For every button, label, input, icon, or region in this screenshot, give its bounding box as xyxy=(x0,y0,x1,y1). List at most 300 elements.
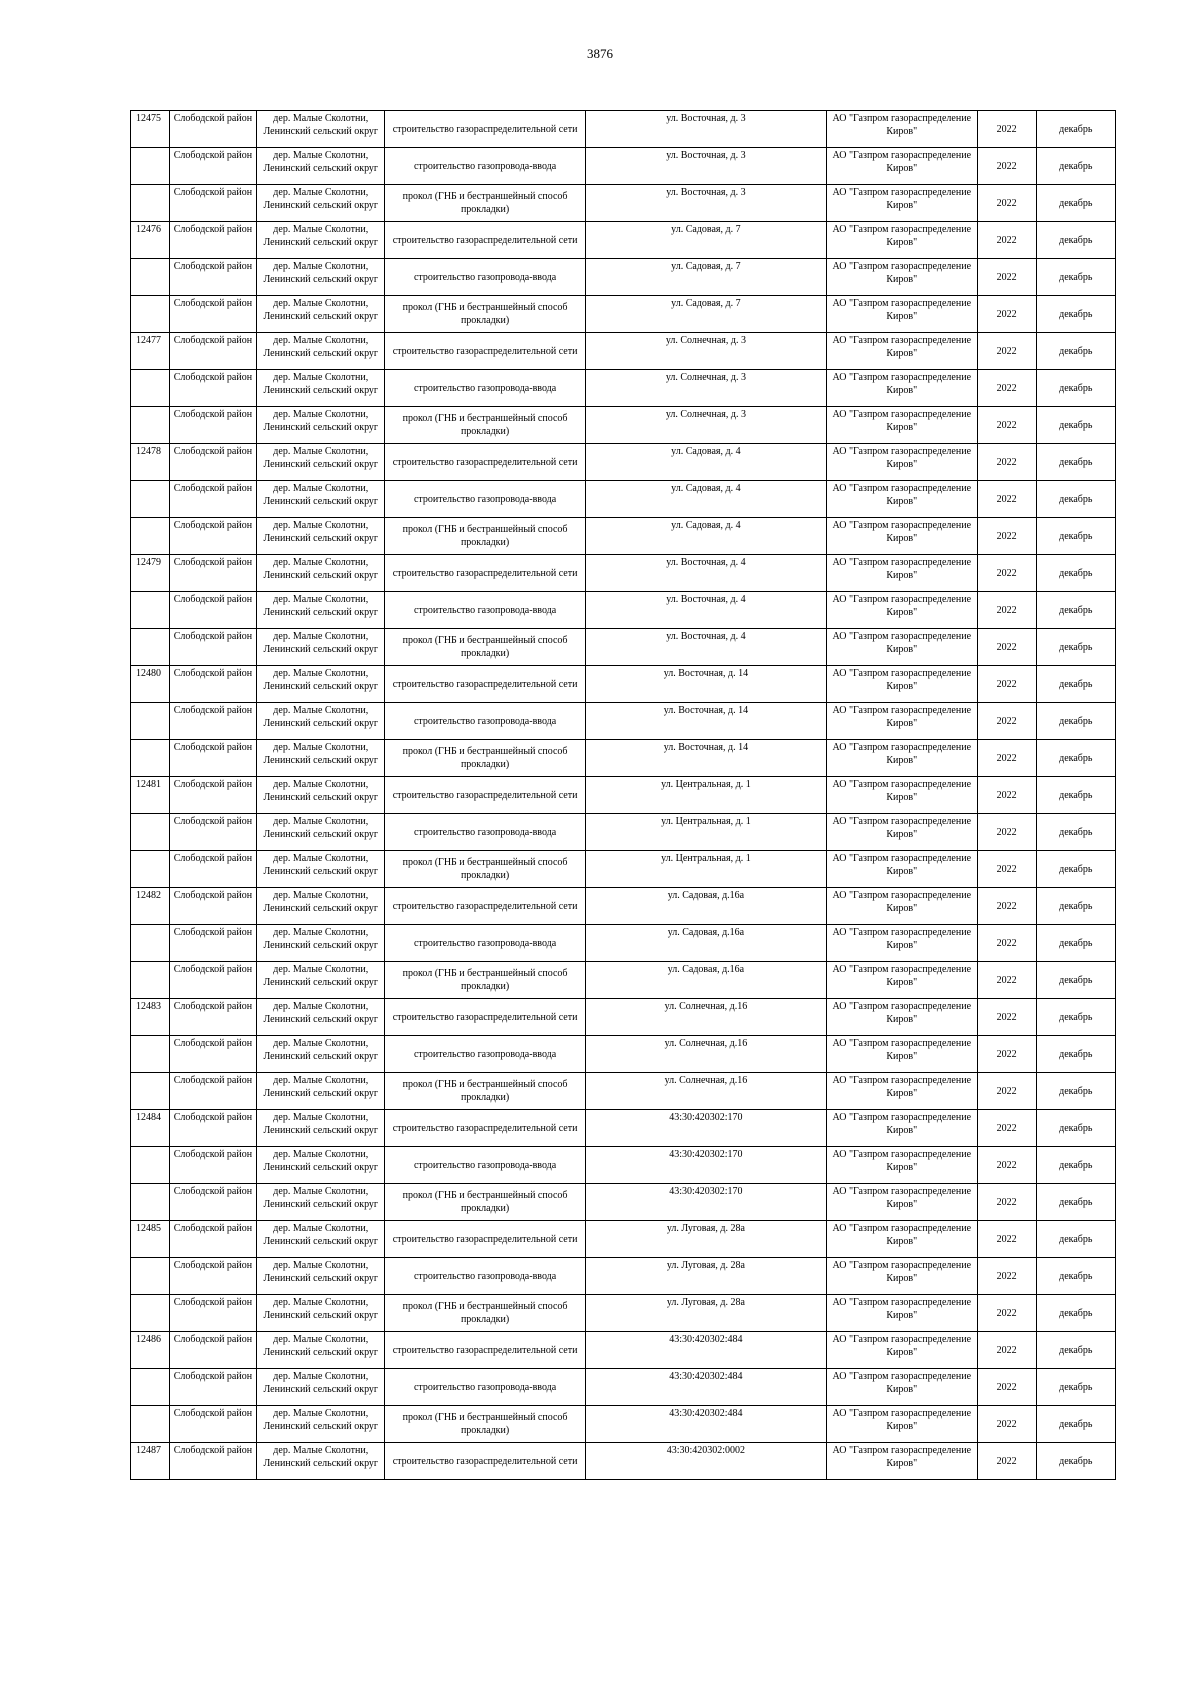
month-cell: декабрь xyxy=(1036,370,1115,407)
address-cell: ул. Центральная, д. 1 xyxy=(585,851,826,888)
district-cell: Слободской район xyxy=(169,703,257,740)
organization-cell: АО "Газпром газораспределение Киров" xyxy=(826,185,977,222)
district-cell: Слободской район xyxy=(169,629,257,666)
district-cell: Слободской район xyxy=(169,740,257,777)
address-cell: ул. Луговая, д. 28а xyxy=(585,1295,826,1332)
work-type-cell: строительство газопровода-ввода xyxy=(385,703,585,740)
month-cell: декабрь xyxy=(1036,666,1115,703)
district-cell: Слободской район xyxy=(169,1147,257,1184)
district-cell: Слободской район xyxy=(169,1221,257,1258)
locality-cell: дер. Малые Сколотни, Ленинский сельский округ xyxy=(257,740,385,777)
locality-cell: дер. Малые Сколотни, Ленинский сельский округ xyxy=(257,1221,385,1258)
district-cell: Слободской район xyxy=(169,481,257,518)
month-cell: декабрь xyxy=(1036,1036,1115,1073)
table-row xyxy=(131,1073,1116,1110)
district-cell: Слободской район xyxy=(169,148,257,185)
year-cell: 2022 xyxy=(977,666,1036,703)
locality-cell: дер. Малые Сколотни, Ленинский сельский округ xyxy=(257,1369,385,1406)
month-cell: декабрь xyxy=(1036,1073,1115,1110)
locality-cell: дер. Малые Сколотни, Ленинский сельский округ xyxy=(257,259,385,296)
year-cell: 2022 xyxy=(977,703,1036,740)
work-type-cell: строительство газопровода-ввода xyxy=(385,1147,585,1184)
district-cell: Слободской район xyxy=(169,777,257,814)
work-type-cell: прокол (ГНБ и бестраншейный способ прокладки) xyxy=(385,962,585,999)
address-cell: ул. Солнечная, д.16 xyxy=(585,999,826,1036)
row-number xyxy=(131,148,170,185)
locality-cell: дер. Малые Сколотни, Ленинский сельский округ xyxy=(257,1443,385,1480)
address-cell: ул. Восточная, д. 14 xyxy=(585,703,826,740)
year-cell: 2022 xyxy=(977,629,1036,666)
month-cell: декабрь xyxy=(1036,259,1115,296)
district-cell: Слободской район xyxy=(169,851,257,888)
locality-cell: дер. Малые Сколотни, Ленинский сельский округ xyxy=(257,962,385,999)
district-cell: Слободской район xyxy=(169,1036,257,1073)
year-cell: 2022 xyxy=(977,481,1036,518)
work-type-cell: прокол (ГНБ и бестраншейный способ прокладки) xyxy=(385,1184,585,1221)
month-cell: декабрь xyxy=(1036,296,1115,333)
organization-cell: АО "Газпром газораспределение Киров" xyxy=(826,1258,977,1295)
year-cell: 2022 xyxy=(977,1332,1036,1369)
locality-cell: дер. Малые Сколотни, Ленинский сельский округ xyxy=(257,1073,385,1110)
year-cell: 2022 xyxy=(977,1295,1036,1332)
month-cell: декабрь xyxy=(1036,111,1115,148)
row-number: 12478 xyxy=(131,444,170,481)
work-type-cell: строительство газопровода-ввода xyxy=(385,925,585,962)
locality-cell: дер. Малые Сколотни, Ленинский сельский округ xyxy=(257,1036,385,1073)
locality-cell: дер. Малые Сколотни, Ленинский сельский округ xyxy=(257,1184,385,1221)
row-number: 12481 xyxy=(131,777,170,814)
address-cell: ул. Садовая, д. 4 xyxy=(585,444,826,481)
row-number: 12483 xyxy=(131,999,170,1036)
locality-cell: дер. Малые Сколотни, Ленинский сельский округ xyxy=(257,666,385,703)
table-row xyxy=(131,111,1116,148)
address-cell: ул. Солнечная, д. 3 xyxy=(585,407,826,444)
organization-cell: АО "Газпром газораспределение Киров" xyxy=(826,1332,977,1369)
table-row xyxy=(131,296,1116,333)
year-cell: 2022 xyxy=(977,1036,1036,1073)
organization-cell: АО "Газпром газораспределение Киров" xyxy=(826,592,977,629)
locality-cell: дер. Малые Сколотни, Ленинский сельский округ xyxy=(257,1332,385,1369)
table-row xyxy=(131,1110,1116,1147)
district-cell: Слободской район xyxy=(169,1332,257,1369)
table-row xyxy=(131,740,1116,777)
table-row xyxy=(131,1295,1116,1332)
work-type-cell: прокол (ГНБ и бестраншейный способ прокладки) xyxy=(385,629,585,666)
work-type-cell: строительство газопровода-ввода xyxy=(385,1258,585,1295)
table-row xyxy=(131,777,1116,814)
year-cell: 2022 xyxy=(977,1369,1036,1406)
district-cell: Слободской район xyxy=(169,555,257,592)
work-type-cell: строительство газораспределительной сети xyxy=(385,333,585,370)
locality-cell: дер. Малые Сколотни, Ленинский сельский округ xyxy=(257,185,385,222)
address-cell: ул. Садовая, д. 7 xyxy=(585,222,826,259)
district-cell: Слободской район xyxy=(169,962,257,999)
work-type-cell: прокол (ГНБ и бестраншейный способ прокладки) xyxy=(385,740,585,777)
locality-cell: дер. Малые Сколотни, Ленинский сельский округ xyxy=(257,481,385,518)
year-cell: 2022 xyxy=(977,925,1036,962)
year-cell: 2022 xyxy=(977,740,1036,777)
row-number xyxy=(131,259,170,296)
district-cell: Слободской район xyxy=(169,1184,257,1221)
work-type-cell: строительство газораспределительной сети xyxy=(385,1443,585,1480)
organization-cell: АО "Газпром газораспределение Киров" xyxy=(826,740,977,777)
year-cell: 2022 xyxy=(977,851,1036,888)
row-number xyxy=(131,370,170,407)
work-type-cell: прокол (ГНБ и бестраншейный способ прокладки) xyxy=(385,851,585,888)
month-cell: декабрь xyxy=(1036,814,1115,851)
organization-cell: АО "Газпром газораспределение Киров" xyxy=(826,222,977,259)
address-cell: ул. Центральная, д. 1 xyxy=(585,777,826,814)
address-cell: ул. Садовая, д.16а xyxy=(585,888,826,925)
organization-cell: АО "Газпром газораспределение Киров" xyxy=(826,1295,977,1332)
organization-cell: АО "Газпром газораспределение Киров" xyxy=(826,481,977,518)
month-cell: декабрь xyxy=(1036,962,1115,999)
district-cell: Слободской район xyxy=(169,407,257,444)
year-cell: 2022 xyxy=(977,518,1036,555)
month-cell: декабрь xyxy=(1036,999,1115,1036)
district-cell: Слободской район xyxy=(169,296,257,333)
year-cell: 2022 xyxy=(977,814,1036,851)
work-type-cell: строительство газопровода-ввода xyxy=(385,592,585,629)
row-number xyxy=(131,185,170,222)
table-row xyxy=(131,1221,1116,1258)
month-cell: декабрь xyxy=(1036,777,1115,814)
address-cell: ул. Восточная, д. 4 xyxy=(585,592,826,629)
table-row xyxy=(131,888,1116,925)
month-cell: декабрь xyxy=(1036,1184,1115,1221)
year-cell: 2022 xyxy=(977,962,1036,999)
row-number: 12477 xyxy=(131,333,170,370)
row-number xyxy=(131,1147,170,1184)
year-cell: 2022 xyxy=(977,444,1036,481)
address-cell: 43:30:420302:0002 xyxy=(585,1443,826,1480)
table-row xyxy=(131,1147,1116,1184)
month-cell: декабрь xyxy=(1036,1369,1115,1406)
month-cell: декабрь xyxy=(1036,740,1115,777)
row-number xyxy=(131,407,170,444)
row-number xyxy=(131,703,170,740)
year-cell: 2022 xyxy=(977,370,1036,407)
district-cell: Слободской район xyxy=(169,1406,257,1443)
month-cell: декабрь xyxy=(1036,481,1115,518)
locality-cell: дер. Малые Сколотни, Ленинский сельский округ xyxy=(257,925,385,962)
work-type-cell: строительство газопровода-ввода xyxy=(385,814,585,851)
month-cell: декабрь xyxy=(1036,1221,1115,1258)
organization-cell: АО "Газпром газораспределение Киров" xyxy=(826,999,977,1036)
month-cell: декабрь xyxy=(1036,1443,1115,1480)
address-cell: 43:30:420302:170 xyxy=(585,1184,826,1221)
work-type-cell: прокол (ГНБ и бестраншейный способ прокладки) xyxy=(385,185,585,222)
organization-cell: АО "Газпром газораспределение Киров" xyxy=(826,333,977,370)
district-cell: Слободской район xyxy=(169,1295,257,1332)
year-cell: 2022 xyxy=(977,296,1036,333)
work-type-cell: строительство газораспределительной сети xyxy=(385,666,585,703)
year-cell: 2022 xyxy=(977,592,1036,629)
district-cell: Слободской район xyxy=(169,888,257,925)
page-number: 3876 xyxy=(587,46,613,61)
work-type-cell: строительство газораспределительной сети xyxy=(385,222,585,259)
table-row xyxy=(131,999,1116,1036)
locality-cell: дер. Малые Сколотни, Ленинский сельский округ xyxy=(257,1147,385,1184)
district-cell: Слободской район xyxy=(169,666,257,703)
district-cell: Слободской район xyxy=(169,925,257,962)
row-number xyxy=(131,1406,170,1443)
year-cell: 2022 xyxy=(977,111,1036,148)
row-number xyxy=(131,518,170,555)
address-cell: ул. Восточная, д. 3 xyxy=(585,111,826,148)
table-row xyxy=(131,1184,1116,1221)
organization-cell: АО "Газпром газораспределение Киров" xyxy=(826,703,977,740)
row-number: 12476 xyxy=(131,222,170,259)
row-number: 12485 xyxy=(131,1221,170,1258)
year-cell: 2022 xyxy=(977,407,1036,444)
month-cell: декабрь xyxy=(1036,148,1115,185)
year-cell: 2022 xyxy=(977,1221,1036,1258)
month-cell: декабрь xyxy=(1036,703,1115,740)
address-cell: ул. Луговая, д. 28а xyxy=(585,1221,826,1258)
row-number: 12479 xyxy=(131,555,170,592)
district-cell: Слободской район xyxy=(169,814,257,851)
month-cell: декабрь xyxy=(1036,1332,1115,1369)
table-row xyxy=(131,1332,1116,1369)
work-type-cell: прокол (ГНБ и бестраншейный способ прокладки) xyxy=(385,518,585,555)
row-number xyxy=(131,962,170,999)
month-cell: декабрь xyxy=(1036,518,1115,555)
locality-cell: дер. Малые Сколотни, Ленинский сельский округ xyxy=(257,555,385,592)
locality-cell: дер. Малые Сколотни, Ленинский сельский округ xyxy=(257,703,385,740)
row-number xyxy=(131,1295,170,1332)
locality-cell: дер. Малые Сколотни, Ленинский сельский округ xyxy=(257,296,385,333)
locality-cell: дер. Малые Сколотни, Ленинский сельский округ xyxy=(257,592,385,629)
row-number xyxy=(131,481,170,518)
year-cell: 2022 xyxy=(977,777,1036,814)
district-cell: Слободской район xyxy=(169,592,257,629)
row-number xyxy=(131,851,170,888)
organization-cell: АО "Газпром газораспределение Киров" xyxy=(826,1073,977,1110)
table-row xyxy=(131,666,1116,703)
table-row xyxy=(131,407,1116,444)
year-cell: 2022 xyxy=(977,888,1036,925)
row-number xyxy=(131,814,170,851)
row-number xyxy=(131,629,170,666)
table-row xyxy=(131,481,1116,518)
year-cell: 2022 xyxy=(977,1147,1036,1184)
work-type-cell: строительство газораспределительной сети xyxy=(385,444,585,481)
locality-cell: дер. Малые Сколотни, Ленинский сельский округ xyxy=(257,851,385,888)
year-cell: 2022 xyxy=(977,185,1036,222)
address-cell: ул. Солнечная, д. 3 xyxy=(585,370,826,407)
organization-cell: АО "Газпром газораспределение Киров" xyxy=(826,111,977,148)
table-row xyxy=(131,851,1116,888)
work-type-cell: прокол (ГНБ и бестраншейный способ прокладки) xyxy=(385,1073,585,1110)
year-cell: 2022 xyxy=(977,1443,1036,1480)
address-cell: ул. Садовая, д.16а xyxy=(585,962,826,999)
work-type-cell: строительство газораспределительной сети xyxy=(385,1332,585,1369)
locality-cell: дер. Малые Сколотни, Ленинский сельский округ xyxy=(257,518,385,555)
row-number xyxy=(131,1073,170,1110)
address-cell: ул. Садовая, д.16а xyxy=(585,925,826,962)
table-row xyxy=(131,1369,1116,1406)
district-cell: Слободской район xyxy=(169,1443,257,1480)
table-row xyxy=(131,333,1116,370)
address-cell: ул. Восточная, д. 3 xyxy=(585,185,826,222)
year-cell: 2022 xyxy=(977,1258,1036,1295)
row-number: 12482 xyxy=(131,888,170,925)
organization-cell: АО "Газпром газораспределение Киров" xyxy=(826,1036,977,1073)
month-cell: декабрь xyxy=(1036,1258,1115,1295)
row-number xyxy=(131,925,170,962)
locality-cell: дер. Малые Сколотни, Ленинский сельский округ xyxy=(257,444,385,481)
district-cell: Слободской район xyxy=(169,1369,257,1406)
work-type-cell: строительство газопровода-ввода xyxy=(385,481,585,518)
table-row xyxy=(131,222,1116,259)
row-number xyxy=(131,296,170,333)
work-type-cell: строительство газопровода-ввода xyxy=(385,370,585,407)
work-type-cell: прокол (ГНБ и бестраншейный способ прокладки) xyxy=(385,1295,585,1332)
table-row xyxy=(131,518,1116,555)
district-cell: Слободской район xyxy=(169,1073,257,1110)
row-number xyxy=(131,1036,170,1073)
address-cell: ул. Садовая, д. 7 xyxy=(585,296,826,333)
locality-cell: дер. Малые Сколотни, Ленинский сельский округ xyxy=(257,222,385,259)
locality-cell: дер. Малые Сколотни, Ленинский сельский округ xyxy=(257,1406,385,1443)
row-number: 12487 xyxy=(131,1443,170,1480)
work-type-cell: строительство газораспределительной сети xyxy=(385,1110,585,1147)
row-number: 12480 xyxy=(131,666,170,703)
register-table xyxy=(130,110,1116,1480)
year-cell: 2022 xyxy=(977,333,1036,370)
locality-cell: дер. Малые Сколотни, Ленинский сельский округ xyxy=(257,777,385,814)
district-cell: Слободской район xyxy=(169,333,257,370)
table-row xyxy=(131,259,1116,296)
district-cell: Слободской район xyxy=(169,999,257,1036)
work-type-cell: строительство газораспределительной сети xyxy=(385,999,585,1036)
month-cell: декабрь xyxy=(1036,1110,1115,1147)
locality-cell: дер. Малые Сколотни, Ленинский сельский округ xyxy=(257,148,385,185)
organization-cell: АО "Газпром газораспределение Киров" xyxy=(826,1147,977,1184)
organization-cell: АО "Газпром газораспределение Киров" xyxy=(826,555,977,592)
organization-cell: АО "Газпром газораспределение Киров" xyxy=(826,814,977,851)
work-type-cell: строительство газопровода-ввода xyxy=(385,1369,585,1406)
address-cell: 43:30:420302:170 xyxy=(585,1110,826,1147)
district-cell: Слободской район xyxy=(169,185,257,222)
month-cell: декабрь xyxy=(1036,851,1115,888)
organization-cell: АО "Газпром газораспределение Киров" xyxy=(826,962,977,999)
table-row xyxy=(131,1258,1116,1295)
address-cell: ул. Солнечная, д.16 xyxy=(585,1036,826,1073)
table-row xyxy=(131,962,1116,999)
organization-cell: АО "Газпром газораспределение Киров" xyxy=(826,148,977,185)
work-type-cell: строительство газопровода-ввода xyxy=(385,148,585,185)
year-cell: 2022 xyxy=(977,259,1036,296)
organization-cell: АО "Газпром газораспределение Киров" xyxy=(826,777,977,814)
address-cell: ул. Восточная, д. 3 xyxy=(585,148,826,185)
table-row xyxy=(131,814,1116,851)
month-cell: декабрь xyxy=(1036,888,1115,925)
month-cell: декабрь xyxy=(1036,925,1115,962)
year-cell: 2022 xyxy=(977,1110,1036,1147)
month-cell: декабрь xyxy=(1036,407,1115,444)
month-cell: декабрь xyxy=(1036,1295,1115,1332)
month-cell: декабрь xyxy=(1036,592,1115,629)
organization-cell: АО "Газпром газораспределение Киров" xyxy=(826,666,977,703)
work-type-cell: строительство газопровода-ввода xyxy=(385,1036,585,1073)
organization-cell: АО "Газпром газораспределение Киров" xyxy=(826,518,977,555)
year-cell: 2022 xyxy=(977,222,1036,259)
table-row xyxy=(131,703,1116,740)
locality-cell: дер. Малые Сколотни, Ленинский сельский округ xyxy=(257,1258,385,1295)
organization-cell: АО "Газпром газораспределение Киров" xyxy=(826,407,977,444)
address-cell: ул. Восточная, д. 4 xyxy=(585,629,826,666)
month-cell: декабрь xyxy=(1036,1147,1115,1184)
district-cell: Слободской район xyxy=(169,444,257,481)
district-cell: Слободской район xyxy=(169,1110,257,1147)
table-row xyxy=(131,592,1116,629)
district-cell: Слободской район xyxy=(169,518,257,555)
organization-cell: АО "Газпром газораспределение Киров" xyxy=(826,1110,977,1147)
locality-cell: дер. Малые Сколотни, Ленинский сельский округ xyxy=(257,333,385,370)
work-type-cell: прокол (ГНБ и бестраншейный способ прокладки) xyxy=(385,407,585,444)
address-cell: ул. Восточная, д. 14 xyxy=(585,666,826,703)
locality-cell: дер. Малые Сколотни, Ленинский сельский округ xyxy=(257,407,385,444)
locality-cell: дер. Малые Сколотни, Ленинский сельский округ xyxy=(257,370,385,407)
address-cell: ул. Садовая, д. 4 xyxy=(585,481,826,518)
table-row xyxy=(131,370,1116,407)
year-cell: 2022 xyxy=(977,1406,1036,1443)
work-type-cell: прокол (ГНБ и бестраншейный способ прокладки) xyxy=(385,296,585,333)
row-number xyxy=(131,592,170,629)
locality-cell: дер. Малые Сколотни, Ленинский сельский округ xyxy=(257,999,385,1036)
address-cell: ул. Садовая, д. 7 xyxy=(585,259,826,296)
locality-cell: дер. Малые Сколотни, Ленинский сельский округ xyxy=(257,629,385,666)
month-cell: декабрь xyxy=(1036,629,1115,666)
table-row xyxy=(131,629,1116,666)
address-cell: ул. Центральная, д. 1 xyxy=(585,814,826,851)
table-row xyxy=(131,555,1116,592)
locality-cell: дер. Малые Сколотни, Ленинский сельский округ xyxy=(257,111,385,148)
address-cell: ул. Садовая, д. 4 xyxy=(585,518,826,555)
table-row xyxy=(131,1443,1116,1480)
year-cell: 2022 xyxy=(977,555,1036,592)
address-cell: 43:30:420302:484 xyxy=(585,1369,826,1406)
table-row xyxy=(131,185,1116,222)
organization-cell: АО "Газпром газораспределение Киров" xyxy=(826,444,977,481)
work-type-cell: строительство газопровода-ввода xyxy=(385,259,585,296)
row-number: 12486 xyxy=(131,1332,170,1369)
row-number xyxy=(131,1184,170,1221)
year-cell: 2022 xyxy=(977,148,1036,185)
table-row xyxy=(131,444,1116,481)
year-cell: 2022 xyxy=(977,1184,1036,1221)
row-number xyxy=(131,1258,170,1295)
locality-cell: дер. Малые Сколотни, Ленинский сельский округ xyxy=(257,888,385,925)
row-number xyxy=(131,740,170,777)
address-cell: ул. Восточная, д. 4 xyxy=(585,555,826,592)
table-row xyxy=(131,925,1116,962)
district-cell: Слободской район xyxy=(169,370,257,407)
district-cell: Слободской район xyxy=(169,222,257,259)
row-number xyxy=(131,1369,170,1406)
organization-cell: АО "Газпром газораспределение Киров" xyxy=(826,1443,977,1480)
address-cell: ул. Солнечная, д. 3 xyxy=(585,333,826,370)
month-cell: декабрь xyxy=(1036,185,1115,222)
locality-cell: дер. Малые Сколотни, Ленинский сельский округ xyxy=(257,1295,385,1332)
work-type-cell: строительство газораспределительной сети xyxy=(385,111,585,148)
table-row xyxy=(131,1406,1116,1443)
locality-cell: дер. Малые Сколотни, Ленинский сельский округ xyxy=(257,1110,385,1147)
organization-cell: АО "Газпром газораспределение Киров" xyxy=(826,1221,977,1258)
organization-cell: АО "Газпром газораспределение Киров" xyxy=(826,925,977,962)
